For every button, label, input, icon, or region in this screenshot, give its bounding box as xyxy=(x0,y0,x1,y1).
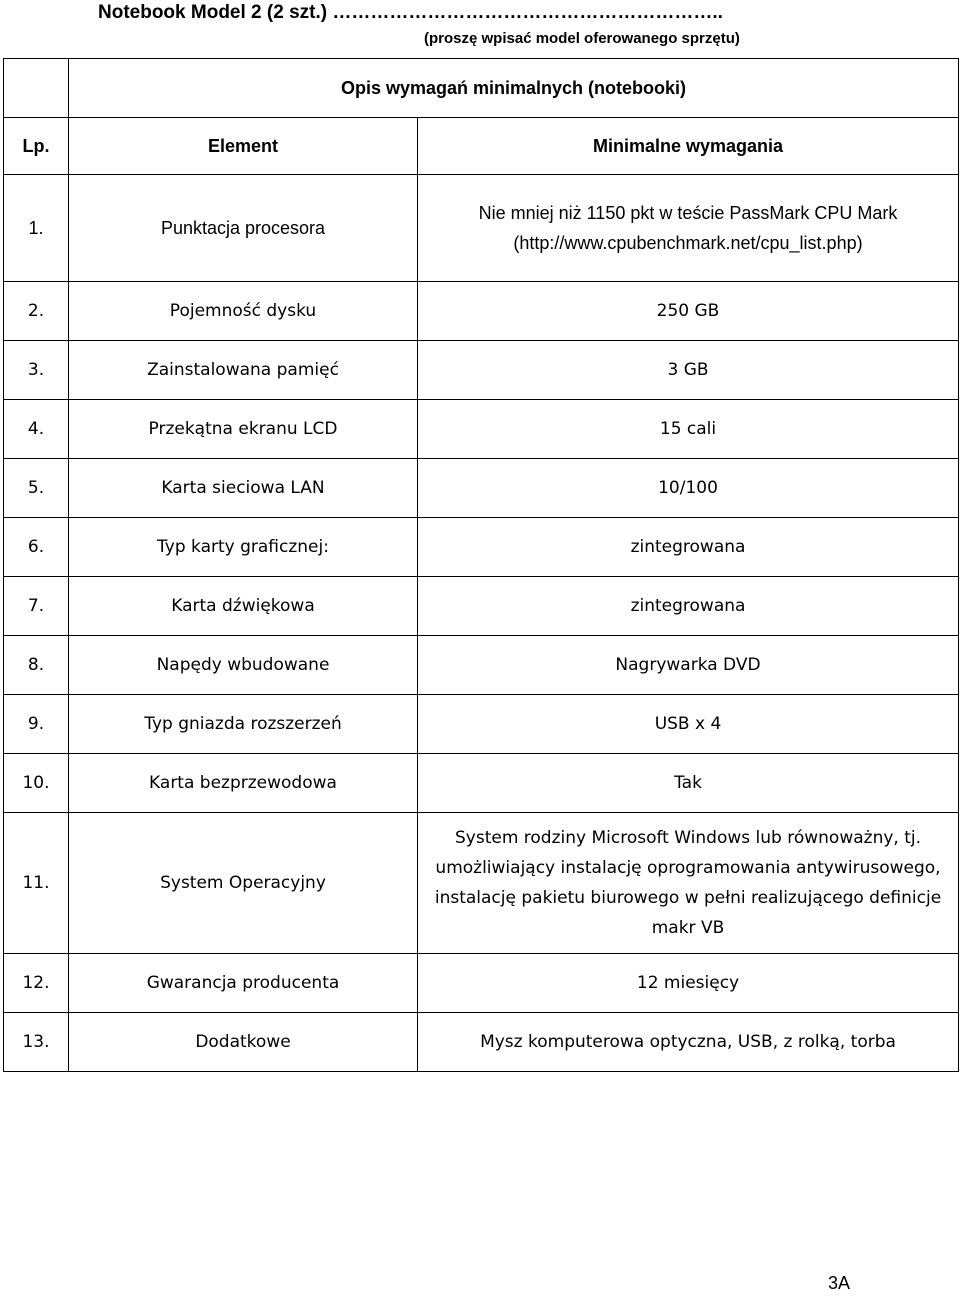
table-row xyxy=(4,459,959,518)
table-row xyxy=(4,636,959,695)
cell-requirement: Nagrywarka DVD xyxy=(418,636,959,695)
column-header-requirements: Minimalne wymagania xyxy=(418,118,959,175)
table-row xyxy=(4,577,959,636)
table-row xyxy=(4,954,959,1013)
cell-element: Punktacja procesora xyxy=(69,175,418,282)
cell-lp: 9. xyxy=(4,695,69,754)
cell-lp: 1. xyxy=(4,175,69,282)
document-title: Notebook Model 2 (2 szt.) …………………………………………………….. xyxy=(98,2,723,23)
cell-element: Dodatkowe xyxy=(69,1013,418,1072)
cell-requirement: zintegrowana xyxy=(418,577,959,636)
section-header-spacer xyxy=(4,59,69,118)
cell-element: Napędy wbudowane xyxy=(69,636,418,695)
table-row xyxy=(4,400,959,459)
cell-element: Zainstalowana pamięć xyxy=(69,341,418,400)
requirements-table xyxy=(3,58,959,1072)
cell-requirement: 15 cali xyxy=(418,400,959,459)
cell-lp: 2. xyxy=(4,282,69,341)
cell-element: System Operacyjny xyxy=(69,813,418,954)
cell-lp: 13. xyxy=(4,1013,69,1072)
cell-requirement: 12 miesięcy xyxy=(418,954,959,1013)
table-row xyxy=(4,518,959,577)
table-row xyxy=(4,754,959,813)
table-row xyxy=(4,282,959,341)
table-row xyxy=(4,813,959,954)
cell-element: Pojemność dysku xyxy=(69,282,418,341)
table-column-headers xyxy=(4,118,959,175)
table-row xyxy=(4,175,959,282)
table-row xyxy=(4,1013,959,1072)
column-header-element: Element xyxy=(69,118,418,175)
cell-requirement: Tak xyxy=(418,754,959,813)
cell-requirement: 3 GB xyxy=(418,341,959,400)
cell-requirement: zintegrowana xyxy=(418,518,959,577)
cell-lp: 4. xyxy=(4,400,69,459)
cell-requirement: 250 GB xyxy=(418,282,959,341)
table-row xyxy=(4,695,959,754)
cell-element: Karta sieciowa LAN xyxy=(69,459,418,518)
cell-lp: 11. xyxy=(4,813,69,954)
cell-element: Karta bezprzewodowa xyxy=(69,754,418,813)
cell-lp: 10. xyxy=(4,754,69,813)
cell-requirement: Nie mniej niż 1150 pkt w teście PassMark CPU Mark (http://www.cpubenchmark.net/cpu_list.php) xyxy=(418,175,959,282)
cell-lp: 8. xyxy=(4,636,69,695)
cell-element: Typ karty graficznej: xyxy=(69,518,418,577)
cell-lp: 7. xyxy=(4,577,69,636)
cell-requirement: Mysz komputerowa optyczna, USB, z rolką, torba xyxy=(418,1013,959,1072)
section-title: Opis wymagań minimalnych (notebooki) xyxy=(69,59,959,118)
cell-element: Gwarancja producenta xyxy=(69,954,418,1013)
cell-lp: 5. xyxy=(4,459,69,518)
cell-element: Przekątna ekranu LCD xyxy=(69,400,418,459)
cell-lp: 3. xyxy=(4,341,69,400)
cell-element: Typ gniazda rozszerzeń xyxy=(69,695,418,754)
table-row xyxy=(4,341,959,400)
table-section-header xyxy=(4,59,959,118)
document-subtitle: (proszę wpisać model oferowanego sprzętu) xyxy=(424,30,740,47)
cell-lp: 12. xyxy=(4,954,69,1013)
cell-element: Karta dźwiękowa xyxy=(69,577,418,636)
cell-requirement: 10/100 xyxy=(418,459,959,518)
cell-requirement: System rodziny Microsoft Windows lub równoważny, tj. umożliwiający instalację oprogramowania antywirusowego, instalację pakietu biurowego w pełni realizującego definicje makr VB xyxy=(418,813,959,954)
cell-lp: 6. xyxy=(4,518,69,577)
page-number: 3A xyxy=(828,1273,851,1293)
column-header-lp: Lp. xyxy=(4,118,69,175)
cell-requirement: USB x 4 xyxy=(418,695,959,754)
